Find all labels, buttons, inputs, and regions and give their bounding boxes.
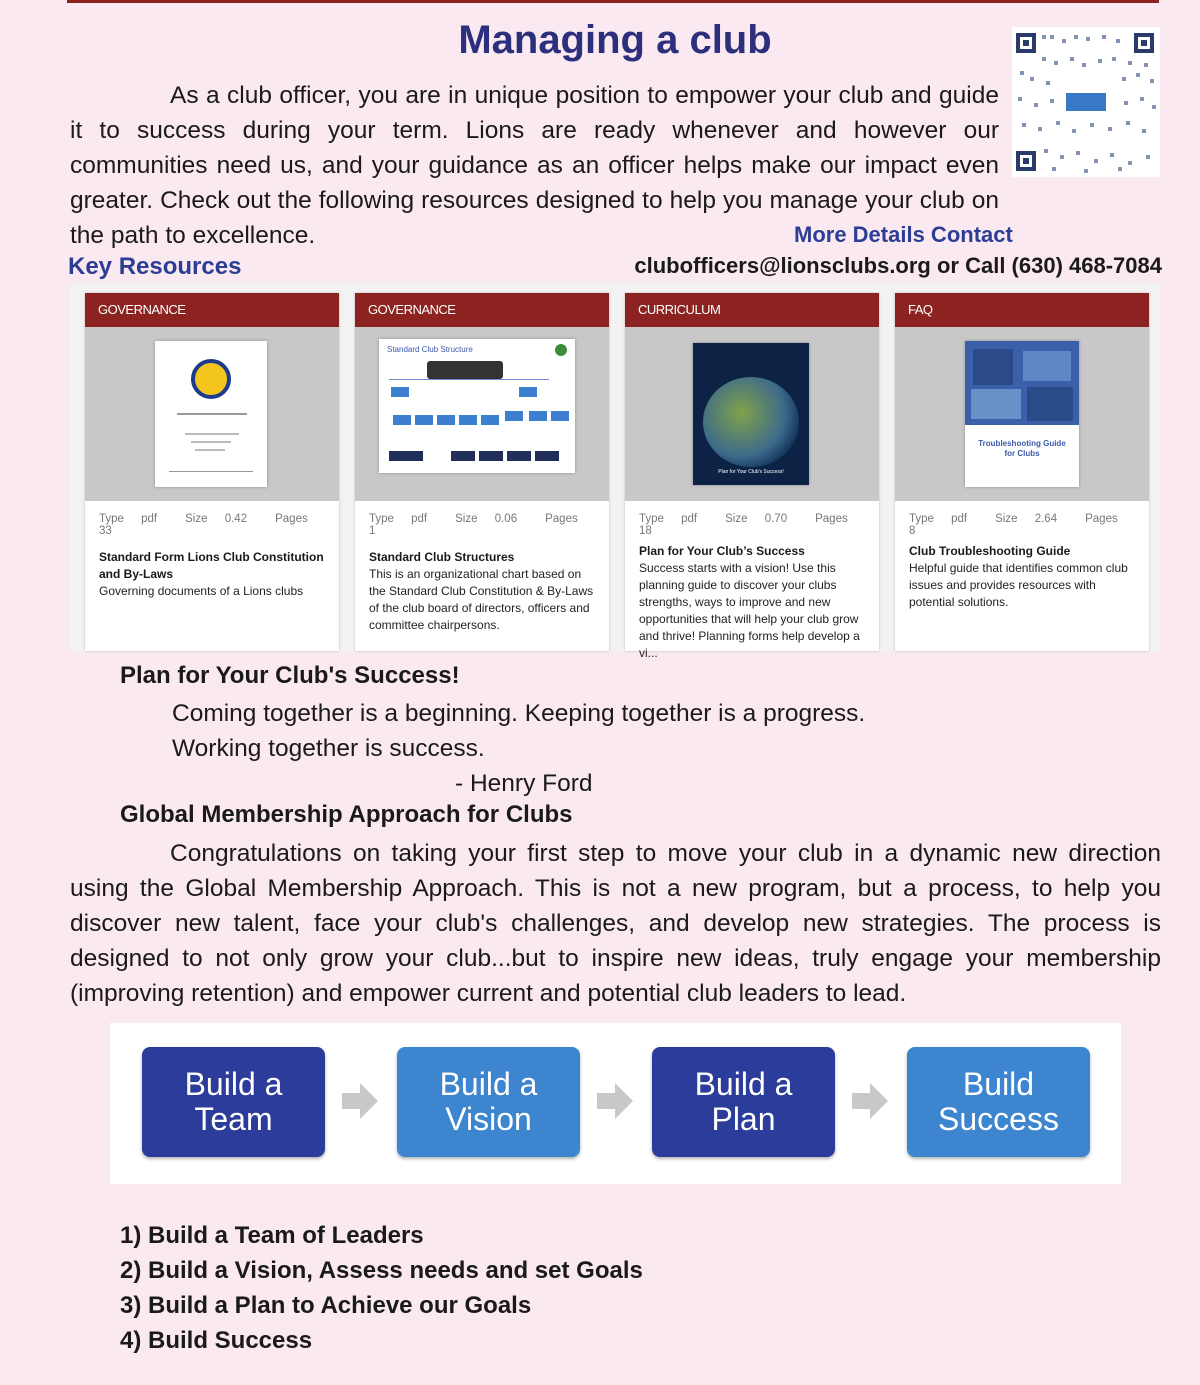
resource-meta: Type pdf Size 2.64 Pages 8: [909, 513, 1118, 537]
document-preview: [155, 341, 267, 487]
resource-thumbnail: [625, 327, 879, 501]
step-build-team: Build a Team: [142, 1047, 325, 1157]
list-item: 2) Build a Vision, Assess needs and set Goals: [120, 1257, 643, 1284]
guide-cover-title: Plan for Your Club's Success!: [718, 469, 784, 475]
quote-line-1: Coming together is a beginning. Keeping together is a progress.: [172, 700, 866, 727]
lions-logo-icon: [555, 344, 567, 356]
org-chart-node: [393, 415, 411, 425]
process-flow: [110, 1023, 1121, 1184]
org-chart-node: [459, 415, 477, 425]
steps-list: [120, 1218, 643, 1358]
resources-panel: [70, 283, 1160, 660]
resource-title[interactable]: Plan for Your Club’s Success: [639, 544, 805, 558]
resource-category: FAQ: [895, 293, 1149, 327]
resource-description: Helpful guide that identifies common club issues and provides resources with potential solutions.: [909, 561, 1128, 609]
org-chart-node: [415, 415, 433, 425]
resource-title[interactable]: Club Troubleshooting Guide: [909, 544, 1071, 558]
gma-heading: Global Membership Approach for Clubs: [120, 801, 573, 828]
arrow-right-icon: [597, 1081, 633, 1121]
resource-category: GOVERNANCE: [85, 293, 339, 327]
lions-logo-icon: [191, 359, 231, 399]
globe-icon: [703, 377, 799, 467]
guide-cover-preview: [693, 343, 809, 485]
org-chart-preview: [379, 339, 575, 473]
resource-description: Governing documents of a Lions clubs: [99, 584, 304, 598]
key-resources-heading: Key Resources: [68, 253, 242, 280]
quote-line-2: Working together is success.: [172, 735, 485, 762]
resource-thumbnail: [85, 327, 339, 501]
gma-paragraph: [70, 836, 1161, 1011]
org-chart-node: [529, 411, 547, 421]
qr-code[interactable]: [1012, 27, 1160, 177]
resource-description: This is an organizational chart based on the Standard Club Constitution & By-Laws of the club board of directors, officers and committee chairpersons.: [369, 567, 594, 632]
more-details-label: More Details Contact: [794, 222, 1013, 247]
step-build-success: Build Success: [907, 1047, 1090, 1157]
plan-heading: Plan for Your Club's Success!: [120, 662, 460, 689]
step-build-plan: Build a Plan: [652, 1047, 835, 1157]
org-chart-node: [551, 411, 569, 421]
org-chart-node: [481, 415, 499, 425]
resource-category: GOVERNANCE: [355, 293, 609, 327]
list-item: 3) Build a Plan to Achieve our Goals: [120, 1292, 532, 1319]
resource-meta: Type pdf Size 0.06 Pages 1: [369, 513, 578, 537]
org-chart-node: [519, 387, 537, 397]
step-build-vision: Build a Vision: [397, 1047, 580, 1157]
intro-text: As a club officer, you are in unique position to empower your club and guide it to success during your term. Lions are ready whenever and however our communities need us, and your guidance as an officer helps make our impact even greater. Check out the following resources designed to help you manage your club on the path to excellence.: [70, 82, 999, 249]
resource-description: Success starts with a vision! Use this planning guide to discover your clubs strengths, ways to improve and new opportunities that will help your club grow and thrive! Planning forms help develop a vi...: [639, 561, 860, 660]
resource-thumbnail: [355, 327, 609, 501]
org-chart-node: [451, 451, 475, 461]
org-chart-node: [389, 451, 423, 461]
list-item: 4) Build Success: [120, 1327, 313, 1354]
resource-meta: Type pdf Size 0.42 Pages 33: [99, 513, 308, 537]
resource-card[interactable]: [85, 293, 339, 651]
resource-card[interactable]: [625, 293, 879, 660]
org-chart-node: [391, 387, 409, 397]
quote-author: - Henry Ford: [455, 770, 593, 797]
org-chart-node: [427, 361, 503, 379]
page-title: Managing a club: [458, 18, 772, 62]
org-chart-node: [505, 411, 523, 421]
arrow-right-icon: [852, 1081, 888, 1121]
resource-card[interactable]: [355, 293, 609, 651]
resource-title[interactable]: Standard Club Structures: [369, 550, 515, 564]
org-chart-node: [437, 415, 455, 425]
resource-title[interactable]: Standard Form Lions Club Constitution and By-Laws: [99, 550, 324, 581]
guide-cover-preview: [965, 341, 1079, 487]
org-chart-title: Standard Club Structure: [387, 345, 473, 354]
org-chart-node: [507, 451, 531, 461]
guide-cover-title: Troubleshooting Guide for Clubs: [978, 439, 1066, 458]
top-rule: [67, 0, 1159, 3]
gma-text: Congratulations on taking your first step to move your club in a dynamic new direction using the Global Membership Approach. This is not a new program, but a process, to help you discover new talent, face your club's challenges, and develop new strategies. The process is designed to not only grow your club...but to inspire new ideas, truly engage your membership (improving retention) and empower current and potential club leaders to lead.: [70, 840, 1161, 1007]
org-chart-node: [535, 451, 559, 461]
org-chart-node: [479, 451, 503, 461]
resource-card[interactable]: [895, 293, 1149, 651]
list-item: 1) Build a Team of Leaders: [120, 1222, 424, 1249]
contact-line[interactable]: clubofficers@lionsclubs.org or Call (630) 468-7084: [634, 253, 1162, 278]
arrow-right-icon: [342, 1081, 378, 1121]
resource-thumbnail: [895, 327, 1149, 501]
resource-meta: Type pdf Size 0.70 Pages 18: [639, 513, 848, 537]
resource-category: CURRICULUM: [625, 293, 879, 327]
